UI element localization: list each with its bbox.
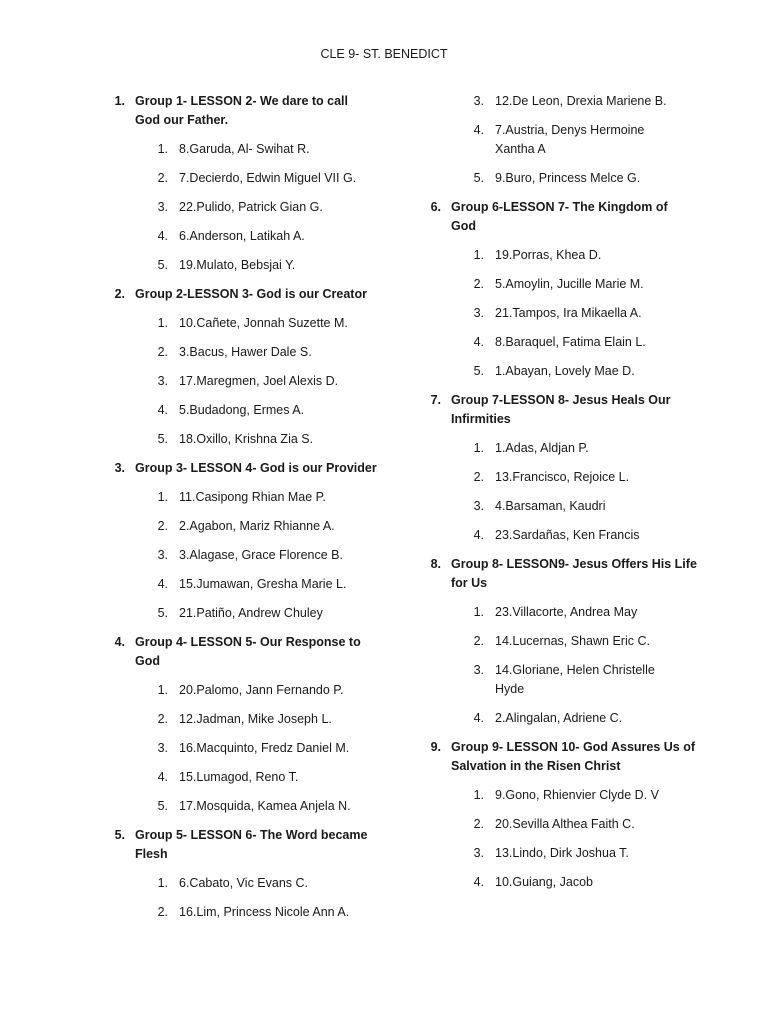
member-name: 23.Villacorte, Andrea May: [495, 605, 638, 619]
member-name: 19.Porras, Khea D.: [495, 248, 602, 262]
group-number: 7.: [430, 393, 441, 407]
member-number: 4.: [157, 403, 168, 417]
member-name: 15.Lumagod, Reno T.: [179, 770, 299, 784]
member-name: 21.Patiño, Andrew Chuley: [179, 606, 323, 620]
group-number: 9.: [430, 740, 441, 754]
group-title: Group 7-LESSON 8- Jesus Heals Our: [451, 393, 671, 407]
member-name: 3.Bacus, Hawer Dale S.: [179, 345, 312, 359]
member-number: 3.: [473, 846, 484, 860]
member-name: 9.Buro, Princess Melce G.: [495, 171, 641, 185]
member-number: 2.: [473, 470, 484, 484]
member-name: 5.Budadong, Ermes A.: [179, 403, 305, 417]
member-name: 12.De Leon, Drexia Mariene B.: [495, 94, 667, 108]
member-number: 3.: [157, 374, 168, 388]
member-name: Xantha A: [495, 142, 546, 156]
member-name: 22.Pulido, Patrick Gian G.: [179, 200, 323, 214]
group-number: 1.: [114, 94, 125, 108]
member-name: 4.Barsaman, Kaudri: [495, 499, 606, 513]
group-title: Salvation in the Risen Christ: [451, 759, 621, 773]
member-number: 4.: [473, 123, 484, 137]
member-name: 15.Jumawan, Gresha Marie L.: [179, 577, 347, 591]
member-number: 2.: [157, 171, 168, 185]
member-number: 2.: [157, 345, 168, 359]
member-name: 8.Baraquel, Fatima Elain L.: [495, 335, 646, 349]
group-title: Group 5- LESSON 6- The Word became: [135, 828, 368, 842]
group-title: God: [451, 219, 476, 233]
member-name: 10.Cañete, Jonnah Suzette M.: [179, 316, 348, 330]
group-title: Group 3- LESSON 4- God is our Provider: [135, 461, 377, 475]
member-number: 1.: [473, 248, 484, 262]
member-number: 1.: [157, 683, 168, 697]
member-number: 4.: [157, 229, 168, 243]
member-name: 19.Mulato, Bebsjai Y.: [179, 258, 296, 272]
member-number: 2.: [157, 712, 168, 726]
member-name: 7.Austria, Denys Hermoine: [495, 123, 645, 137]
member-number: 2.: [473, 634, 484, 648]
member-number: 1.: [157, 490, 168, 504]
member-name: 17.Maregmen, Joel Alexis D.: [179, 374, 339, 388]
member-name: 1.Abayan, Lovely Mae D.: [495, 364, 635, 378]
member-name: 13.Lindo, Dirk Joshua T.: [495, 846, 629, 860]
member-number: 3.: [157, 741, 168, 755]
member-number: 5.: [157, 606, 168, 620]
member-number: 3.: [473, 663, 484, 677]
group-number: 3.: [114, 461, 125, 475]
member-name: 3.Alagase, Grace Florence B.: [179, 548, 343, 562]
group-title: God our Father.: [135, 113, 229, 127]
member-number: 4.: [157, 577, 168, 591]
member-number: 5.: [157, 258, 168, 272]
member-name: 12.Jadman, Mike Joseph L.: [179, 712, 332, 726]
group-title: Group 9- LESSON 10- God Assures Us of: [451, 740, 696, 754]
member-number: 4.: [157, 770, 168, 784]
group-number: 8.: [430, 557, 441, 571]
member-name: 9.Gono, Rhienvier Clyde D. V: [495, 788, 659, 802]
member-number: 1.: [473, 788, 484, 802]
member-number: 4.: [473, 711, 484, 725]
member-name: 2.Alingalan, Adriene C.: [495, 711, 623, 725]
group-title: Group 1- LESSON 2- We dare to call: [135, 94, 349, 108]
member-name: 5.Amoylin, Jucille Marie M.: [495, 277, 644, 291]
member-name: 23.Sardañas, Ken Francis: [495, 528, 640, 542]
member-number: 4.: [473, 875, 484, 889]
member-name: 14.Gloriane, Helen Christelle: [495, 663, 655, 677]
group-number: 2.: [114, 287, 125, 301]
group-title: for Us: [451, 576, 488, 590]
group-number: 5.: [114, 828, 125, 842]
member-number: 5.: [473, 364, 484, 378]
group-title: Group 4- LESSON 5- Our Response to: [135, 635, 361, 649]
member-number: 2.: [473, 817, 484, 831]
member-name: 20.Palomo, Jann Fernando P.: [179, 683, 344, 697]
member-name: 7.Decierdo, Edwin Miguel VII G.: [179, 171, 357, 185]
member-name: 17.Mosquida, Kamea Anjela N.: [179, 799, 351, 813]
member-name: 2.Agabon, Mariz Rhianne A.: [179, 519, 335, 533]
member-name: 8.Garuda, Al- Swihat R.: [179, 142, 310, 156]
member-name: 6.Cabato, Vic Evans C.: [179, 876, 309, 890]
member-number: 3.: [473, 94, 484, 108]
member-number: 3.: [157, 200, 168, 214]
member-number: 4.: [473, 335, 484, 349]
group-title: God: [135, 654, 160, 668]
member-name: 6.Anderson, Latikah A.: [179, 229, 305, 243]
member-name: 18.Oxillo, Krishna Zia S.: [179, 432, 314, 446]
member-number: 1.: [473, 441, 484, 455]
group-title: Group 8- LESSON9- Jesus Offers His Life: [451, 557, 697, 571]
member-number: 3.: [473, 306, 484, 320]
member-number: 2.: [157, 905, 168, 919]
member-number: 1.: [473, 605, 484, 619]
group-title: Group 2-LESSON 3- God is our Creator: [135, 287, 367, 301]
group-title: Flesh: [135, 847, 168, 861]
member-number: 1.: [157, 142, 168, 156]
member-number: 5.: [157, 432, 168, 446]
member-name: 16.Macquinto, Fredz Daniel M.: [179, 741, 350, 755]
member-name: 21.Tampos, Ira Mikaella A.: [495, 306, 642, 320]
member-number: 1.: [157, 876, 168, 890]
member-name: 16.Lim, Princess Nicole Ann A.: [179, 905, 350, 919]
member-number: 3.: [473, 499, 484, 513]
page-title: CLE 9- ST. BENEDICT: [320, 47, 448, 61]
group-number: 4.: [114, 635, 125, 649]
group-title: Infirmities: [451, 412, 511, 426]
member-number: 5.: [157, 799, 168, 813]
group-title: Group 6-LESSON 7- The Kingdom of: [451, 200, 668, 214]
member-name: 13.Francisco, Rejoice L.: [495, 470, 630, 484]
member-number: 2.: [157, 519, 168, 533]
member-name: 1.Adas, Aldjan P.: [495, 441, 589, 455]
member-number: 2.: [473, 277, 484, 291]
member-number: 1.: [157, 316, 168, 330]
member-name: 14.Lucernas, Shawn Eric C.: [495, 634, 650, 648]
member-number: 3.: [157, 548, 168, 562]
member-name: Hyde: [495, 682, 525, 696]
member-name: 20.Sevilla Althea Faith C.: [495, 817, 635, 831]
member-number: 5.: [473, 171, 484, 185]
member-name: 11.Casipong Rhian Mae P.: [179, 490, 326, 504]
member-number: 4.: [473, 528, 484, 542]
member-name: 10.Guiang, Jacob: [495, 875, 593, 889]
group-number: 6.: [430, 200, 441, 214]
